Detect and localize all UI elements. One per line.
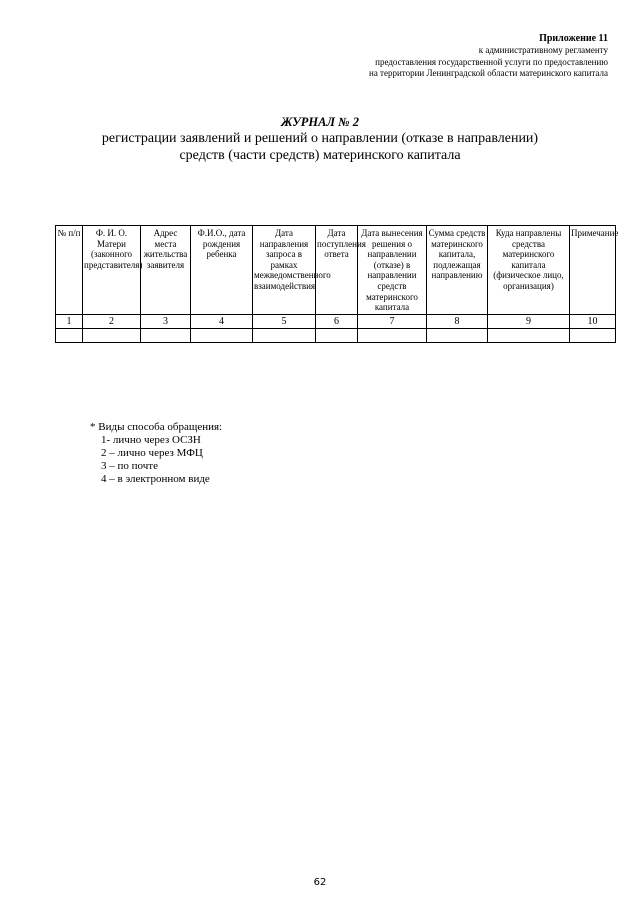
table-empty-row xyxy=(56,328,616,342)
number-cell: 7 xyxy=(358,314,427,328)
appendix-line: на территории Ленинградской области материнского капитала xyxy=(369,68,608,78)
header-cell: Дата вынесения решения о направлении (отказе) в направлении средств материнского капитала xyxy=(358,226,427,315)
empty-cell xyxy=(570,328,616,342)
header-cell: Адрес места жительства заявителя xyxy=(141,226,191,315)
header-cell: Дата поступления ответа xyxy=(316,226,358,315)
journal-title: ЖУРНАЛ № 2 xyxy=(281,115,359,129)
note-item: 3 – по почте xyxy=(101,460,158,472)
number-cell: 8 xyxy=(427,314,488,328)
empty-cell xyxy=(56,328,83,342)
number-cell: 5 xyxy=(253,314,316,328)
number-cell: 10 xyxy=(570,314,616,328)
note-item: 1- лично через ОСЗН xyxy=(101,434,201,446)
notes-title: * Виды способа обращения: xyxy=(90,421,223,433)
appendix-block xyxy=(369,33,608,80)
empty-cell xyxy=(427,328,488,342)
header-cell: № п/п xyxy=(56,226,83,315)
empty-cell xyxy=(83,328,141,342)
empty-cell xyxy=(316,328,358,342)
appendix-line: предоставления государственной услуги по предоставлению xyxy=(375,56,608,67)
number-cell: 6 xyxy=(316,314,358,328)
notes-block xyxy=(90,421,222,486)
empty-cell xyxy=(488,328,570,342)
header-cell: Ф. И. О. Матери (законного представителя) xyxy=(83,226,141,315)
number-cell: 2 xyxy=(83,314,141,328)
appendix-line: к административному регламенту xyxy=(478,45,608,55)
empty-cell xyxy=(358,328,427,342)
note-item: 2 – лично через МФЦ xyxy=(101,447,203,459)
number-cell: 3 xyxy=(141,314,191,328)
header-cell: Сумма средств материнского капитала, подлежащая направлению xyxy=(427,226,488,315)
header-cell: Ф.И.О., дата рождения ребенка xyxy=(191,226,253,315)
document-heading xyxy=(0,114,640,164)
note-item: 4 – в электронном виде xyxy=(101,473,210,485)
table-header-row xyxy=(56,226,616,315)
number-cell: 1 xyxy=(56,314,83,328)
table-number-row xyxy=(56,314,616,328)
header-cell: Примечание xyxy=(570,226,616,315)
journal-table xyxy=(55,225,619,343)
empty-cell xyxy=(253,328,316,342)
journal-subtitle-line: средств (части средств) материнского капитала xyxy=(179,148,461,163)
header-cell: Куда направлены средства материнского капитала (физическое лицо, организация) xyxy=(488,226,570,315)
number-cell: 9 xyxy=(488,314,570,328)
number-cell: 4 xyxy=(191,314,253,328)
appendix-title: Приложение 11 xyxy=(539,33,608,44)
header-cell: Дата направления запроса в рамках межведомственного взаимодействия xyxy=(253,226,316,315)
page-number: 62 xyxy=(313,877,327,888)
empty-cell xyxy=(141,328,191,342)
empty-cell xyxy=(191,328,253,342)
journal-subtitle-line: регистрации заявлений и решений о направлении (отказе в направлении) xyxy=(101,131,539,146)
